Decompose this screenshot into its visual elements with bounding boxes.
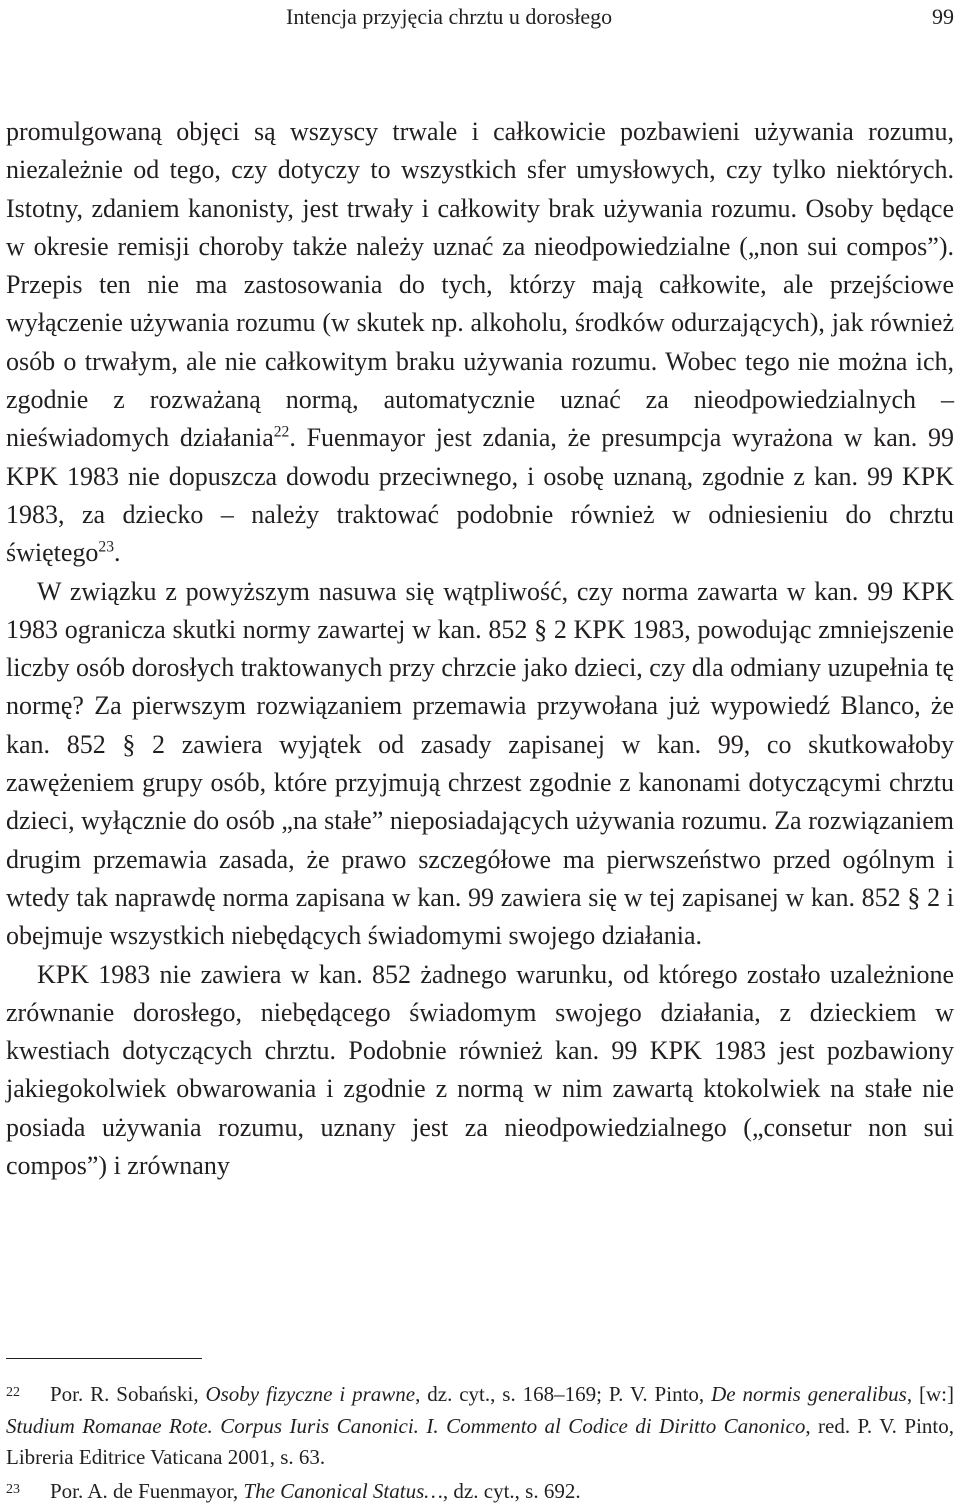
- page-number: 99: [932, 4, 954, 30]
- footnotes: [6, 1377, 954, 1507]
- footnote-ref-23[interactable]: 23: [98, 539, 114, 556]
- paragraph-1-text-a: promulgowaną objęci są wszyscy trwale i całkowicie pozbawieni używania rozumu, niezależnie od tego, czy dotyczy to wszystkich sfer umysłowych, czy tylko niektórych. Istotny, zdaniem kanonisty, jest trwały i całkowity brak używania rozumu. Osoby będące w okresie remisji choroby także należy uznać za nieodpowiedzialne („non sui compos”). Przepis ten nie ma zastosowania do tych, którzy mają całkowite, ale przejściowe wyłączenie używania rozumu (w skutek np. alkoholu, środków odurzających), jak również osób o trwałym, ale nie całkowitym braku używania rozumu. Wobec tego nie można ich, zgodnie z rozważaną normą, automatycznie uznać za nieodpowiedzialnych – nieświadomych działania: [6, 117, 954, 452]
- paragraph-1-text-b: . Fuenmayor jest zdania, że presumpcja wyrażona w kan. 99 KPK 1983 nie dopuszcza dowodu przeciwnego, i osobę uznaną, zgodnie z kan. 99 KPK 1983, za dziecko – należy traktować podobnie również w odniesieniu do chrztu świętego: [6, 423, 954, 567]
- footnote-title: De normis generalibus: [711, 1382, 907, 1406]
- footnote-text: , dz. cyt., s. 168–169; P. V. Pinto,: [415, 1382, 711, 1406]
- footnote-text: , dz. cyt., s. 692.: [443, 1479, 581, 1503]
- footnote-text: Por. R. Sobański,: [50, 1382, 205, 1406]
- body-text: [6, 113, 954, 1185]
- footnote-title: The Canonical Status…: [243, 1479, 443, 1503]
- footnote-text: , [w:]: [907, 1382, 954, 1406]
- footnote-number: 22: [0, 1377, 50, 1409]
- footnote-text: , red. P. V. Pinto, Libreria Editrice Vaticana 2001, s. 63.: [6, 1414, 954, 1470]
- paragraph-2: W związku z powyższym nasuwa się wątpliwość, czy norma zawarta w kan. 99 KPK 1983 ogranicza skutki normy zawartej w kan. 852 § 2 KPK 1983, powodując zmniejszenie liczby osób dorosłych traktowanych przy chrzcie jako dzieci, czy dla odmiany uzupełnia tę normę? Za pierwszym rozwiązaniem przemawia przywołana już wypowiedź Blanco, że kan. 852 § 2 zawiera wyjątek od zasady zapisanej w kan. 99, co skutkowałoby zawężeniem grupy osób, które przyjmują chrzest zgodnie z kanonami dotyczącymi chrztu dzieci, wyłącznie do osób „na stałe” nieposiadających używania rozumu. Za rozwiązaniem drugim przemawia zasada, że prawo szczegółowe ma pierwszeństwo przed ogólnym i wtedy tak naprawdę norma zapisana w kan. 99 zawiera się w tej zapisanej w kan. 852 § 2 i obejmuje wszystkich niebędących świadomymi swojego działania.: [6, 573, 954, 956]
- footnote-title: Studium Romanae Rote. Corpus Iuris Canonici. I. Commento al Codice di Diritto Canonico: [6, 1414, 805, 1438]
- running-head: Intencja przyjęcia chrztu u dorosłego: [286, 4, 612, 30]
- footnote-ref-22[interactable]: 22: [274, 424, 290, 441]
- footnote-title: Osoby fizyczne i prawne: [205, 1382, 415, 1406]
- paragraph-1: [6, 113, 954, 573]
- paragraph-1-text-c: .: [114, 538, 121, 567]
- footnote-separator: [6, 1358, 202, 1359]
- paragraph-3: KPK 1983 nie zawiera w kan. 852 żadnego warunku, od którego zostało uzależnione zrównanie dorosłego, niebędącego świadomym swojego działania, z dzieckiem w kwestiach dotyczących chrztu. Podobnie również kan. 99 KPK 1983 jest pozbawiony jakiegokolwiek obwarowania i zgodnie z normą w nim zawartą ktokolwiek na stałe nie posiada używania rozumu, uznany jest za nieodpowiedzialnego („consetur non sui compos”) i zrównany: [6, 956, 954, 1186]
- footnote-23: [6, 1474, 954, 1507]
- footnote-22: [6, 1377, 954, 1474]
- footnote-text: Por. A. de Fuenmayor,: [50, 1479, 243, 1503]
- footnote-number: 23: [0, 1474, 50, 1506]
